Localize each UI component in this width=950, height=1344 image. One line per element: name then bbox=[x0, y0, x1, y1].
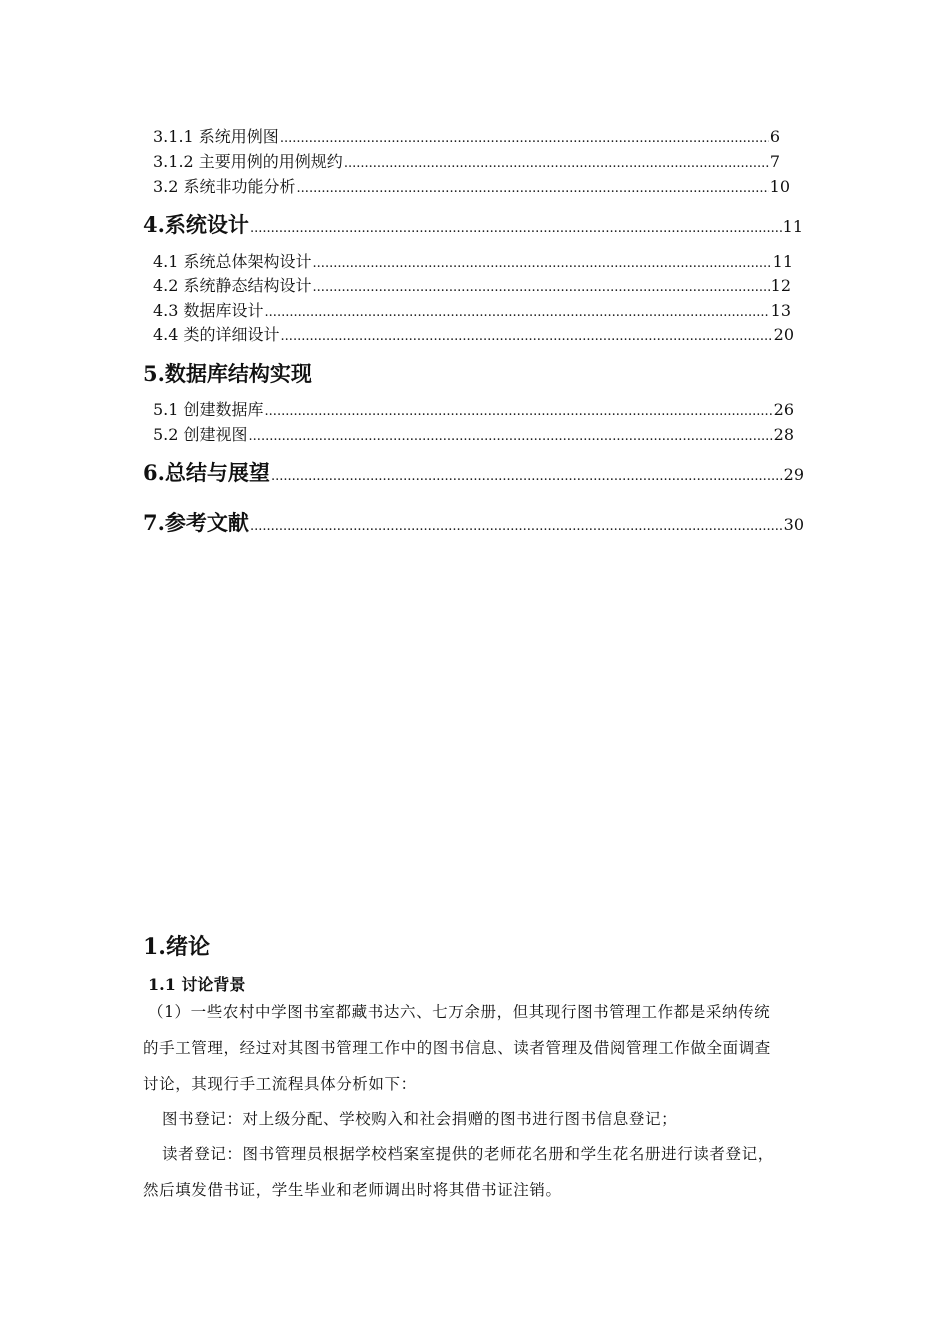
toc-leader-dots bbox=[250, 214, 782, 244]
toc-entry-4-4[interactable] bbox=[153, 323, 794, 347]
chapter-title: 1.绪论 bbox=[143, 934, 210, 960]
toc-entry-page: 30 bbox=[783, 515, 804, 534]
paragraph-line: 然后填发借书证，学生毕业和老师调出时将其借书证注销。 bbox=[143, 1181, 562, 1199]
toc-entry-page: 28 bbox=[773, 425, 794, 444]
toc-entry-page: 20 bbox=[773, 325, 794, 344]
toc-entry-label: 4.2 系统静态结构设计 bbox=[153, 276, 312, 295]
toc-entry-4-1[interactable] bbox=[153, 250, 793, 274]
paragraph-line: 图书登记：对上级分配、学校购入和社会捐赠的图书进行图书信息登记； bbox=[162, 1110, 678, 1128]
toc-entry-label: 4.4 类的详细设计 bbox=[153, 325, 280, 344]
toc-entry-page: 26 bbox=[773, 400, 794, 419]
toc-entry-4-3[interactable] bbox=[153, 299, 791, 323]
toc-entry-page: 6 bbox=[769, 127, 780, 146]
toc-entry-page: 7 bbox=[769, 152, 780, 171]
toc-entry-page: 11 bbox=[772, 252, 793, 271]
paragraph-line: （1）一些农村中学图书室都藏书达六、七万余册，但其现行图书管理工作都是采纳传统 bbox=[148, 1003, 771, 1021]
paragraph-line: 的手工管理，经过对其图书管理工作中的图书信息、读者管理及借阅管理工作做全面调查 bbox=[143, 1039, 771, 1057]
toc-entry-6[interactable] bbox=[143, 458, 804, 488]
toc-entry-label: 3.1.1 系统用例图 bbox=[153, 127, 279, 146]
toc-leader-dots bbox=[280, 127, 769, 151]
toc-entry-5-1[interactable] bbox=[153, 398, 794, 422]
toc-entry-5-2[interactable] bbox=[153, 423, 794, 447]
section-title: 1.1 讨论背景 bbox=[148, 975, 246, 994]
toc-leader-dots bbox=[281, 325, 773, 349]
toc-entry-label: 4.系统设计 bbox=[143, 212, 249, 237]
toc-entry-label: 6.总结与展望 bbox=[143, 460, 270, 485]
toc-entry-label: 4.3 数据库设计 bbox=[153, 301, 264, 320]
toc-entry-5[interactable] bbox=[143, 358, 312, 388]
toc-entry-3-2[interactable] bbox=[153, 175, 790, 199]
toc-entry-label: 3.1.2 主要用例的用例规约 bbox=[153, 152, 343, 171]
toc-leader-dots bbox=[344, 152, 769, 176]
toc-leader-dots bbox=[271, 462, 783, 492]
toc-entry-page: 12 bbox=[770, 276, 791, 295]
toc-leader-dots bbox=[265, 400, 773, 424]
toc-entry-page: 11 bbox=[782, 217, 803, 236]
toc-entry-label: 5.数据库结构实现 bbox=[143, 361, 312, 386]
paragraph-line: 读者登记：图书管理员根据学校档案室提供的老师花名册和学生花名册进行读者登记， bbox=[162, 1145, 774, 1163]
toc-entry-page: 29 bbox=[783, 465, 804, 484]
toc-leader-dots bbox=[313, 276, 770, 300]
toc-entry-label: 3.2 系统非功能分析 bbox=[153, 177, 296, 196]
toc-entry-label: 5.1 创建数据库 bbox=[153, 400, 264, 419]
toc-entry-label: 7.参考文献 bbox=[143, 510, 249, 535]
toc-entry-4[interactable] bbox=[143, 210, 803, 240]
toc-leader-dots bbox=[249, 425, 773, 449]
toc-entry-label: 4.1 系统总体架构设计 bbox=[153, 252, 312, 271]
toc-leader-dots bbox=[250, 512, 783, 542]
toc-entry-3-1-2[interactable] bbox=[153, 150, 780, 174]
paragraph-line: 讨论，其现行手工流程具体分析如下： bbox=[143, 1075, 417, 1093]
toc-leader-dots bbox=[297, 177, 769, 201]
toc-entry-3-1-1[interactable] bbox=[153, 125, 780, 149]
toc-entry-label: 5.2 创建视图 bbox=[153, 425, 248, 444]
toc-entry-7[interactable] bbox=[143, 508, 804, 538]
toc-entry-page: 13 bbox=[770, 301, 791, 320]
toc-leader-dots bbox=[265, 301, 770, 325]
toc-leader-dots bbox=[313, 252, 772, 276]
toc-entry-page: 10 bbox=[769, 177, 790, 196]
toc-entry-4-2[interactable] bbox=[153, 274, 791, 298]
